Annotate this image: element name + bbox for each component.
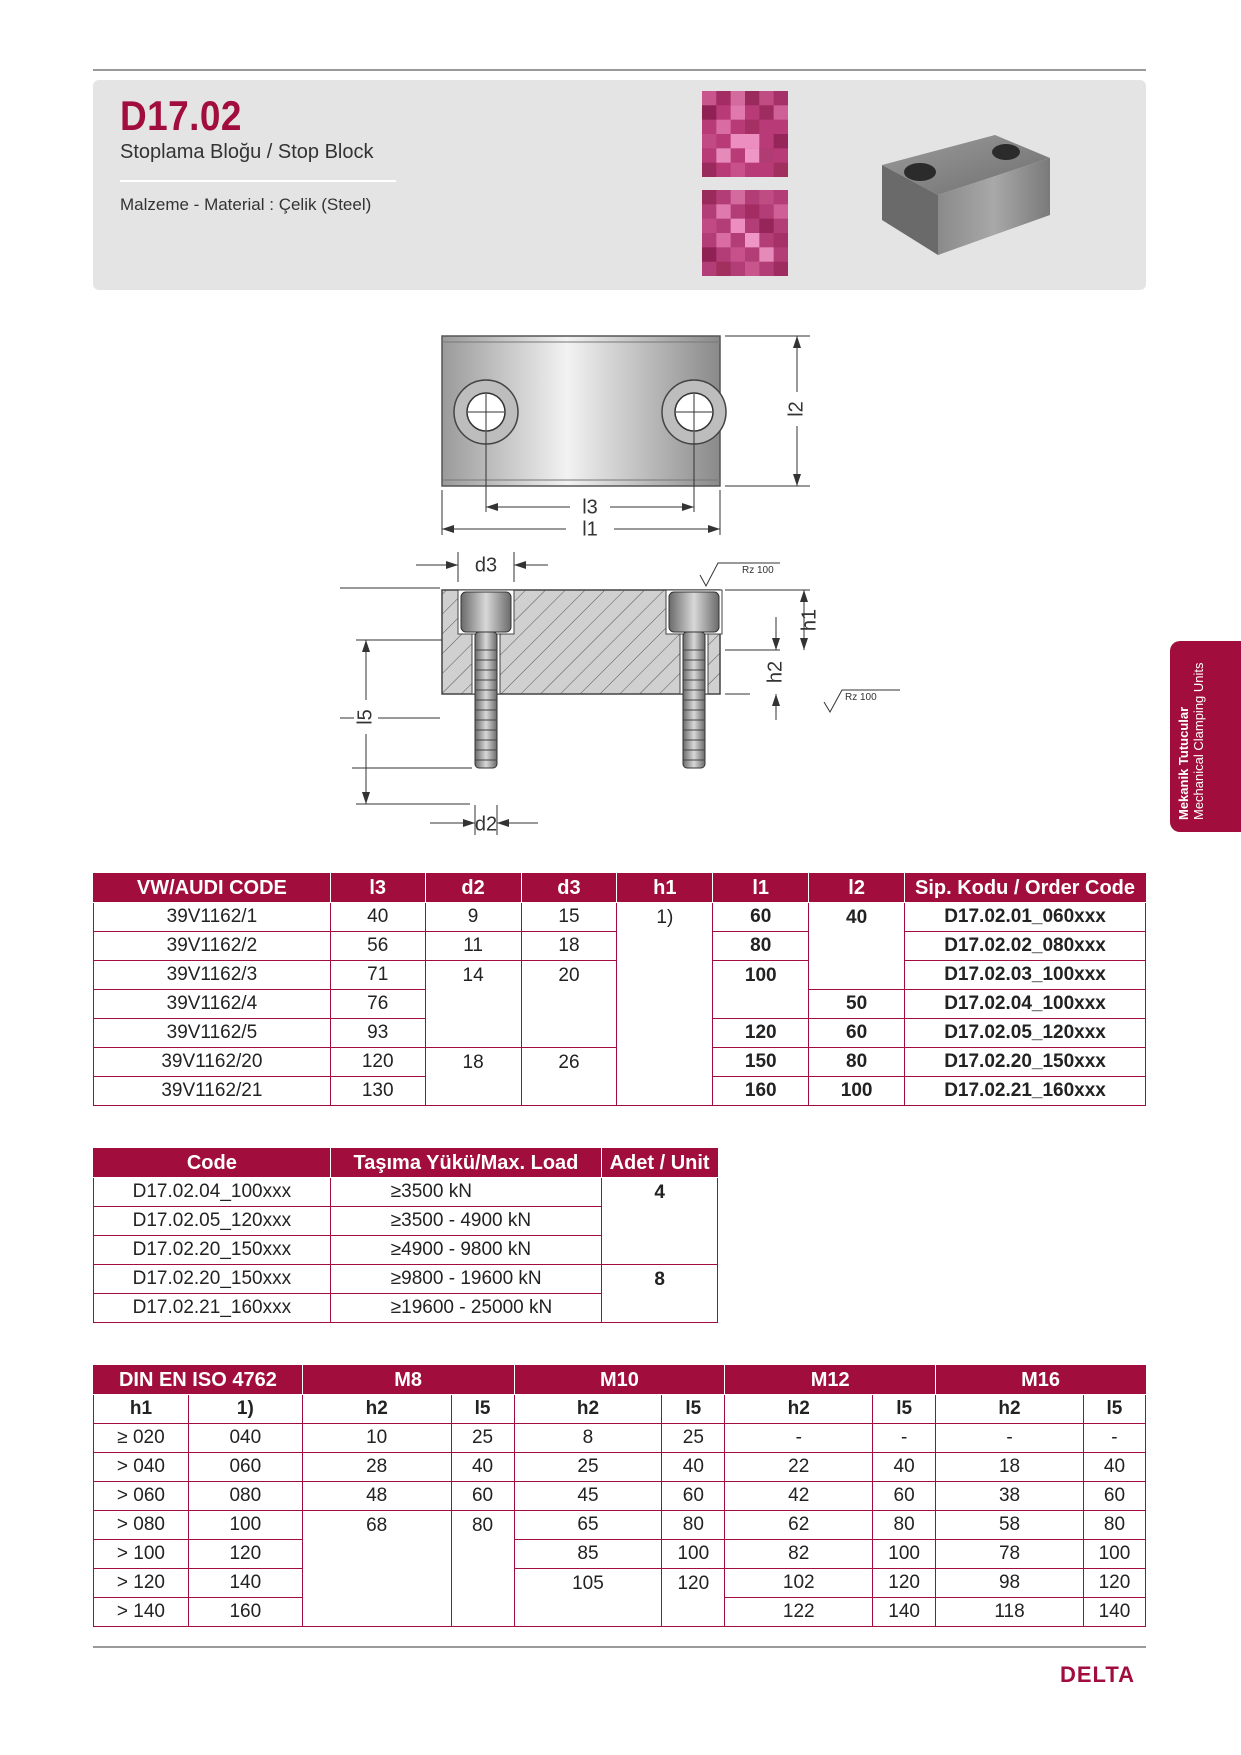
cell: 118 xyxy=(936,1598,1084,1627)
pixelated-image-bottom xyxy=(702,190,788,276)
table-row xyxy=(94,1569,1146,1598)
table-row xyxy=(94,1178,718,1207)
cell: 25 xyxy=(451,1424,514,1453)
cell: 39V1162/4 xyxy=(94,990,331,1019)
cell: > 060 xyxy=(94,1482,189,1511)
l5-extension-lines xyxy=(350,638,480,810)
cell: 45 xyxy=(514,1482,662,1511)
cell: 26 xyxy=(521,1048,617,1106)
cell: 50 xyxy=(809,990,905,1019)
col-m12: M12 xyxy=(725,1366,936,1395)
cell: 39V1162/21 xyxy=(94,1077,331,1106)
cell: 25 xyxy=(514,1453,662,1482)
cell: 1) xyxy=(617,903,713,1106)
col-d2: d2 xyxy=(425,874,521,903)
cell: 100 xyxy=(662,1540,725,1569)
load-table xyxy=(93,1148,718,1323)
cell: 100 xyxy=(873,1540,936,1569)
cell: 98 xyxy=(936,1569,1084,1598)
cell: h2 xyxy=(302,1395,451,1424)
cell: 60 xyxy=(662,1482,725,1511)
dim-label-d3: d3 xyxy=(474,554,498,577)
table-row xyxy=(94,1482,1146,1511)
table-header-row xyxy=(94,1149,718,1178)
cell: 150 xyxy=(713,1048,809,1077)
cell: 100 xyxy=(809,1077,905,1106)
rz-label-side: Rz 100 xyxy=(845,692,877,703)
cell: 68 xyxy=(302,1511,451,1627)
cell: D17.02.20_150xxx xyxy=(94,1236,331,1265)
cell: 80 xyxy=(873,1511,936,1540)
bottom-rule xyxy=(93,1646,1146,1648)
cell: ≥3500 kN xyxy=(330,1178,601,1207)
cell: l5 xyxy=(873,1395,936,1424)
cell: 102 xyxy=(725,1569,873,1598)
cell: 1) xyxy=(188,1395,302,1424)
col-din: DIN EN ISO 4762 xyxy=(94,1366,303,1395)
table-row xyxy=(94,1511,1146,1540)
cell: 40 xyxy=(1083,1453,1145,1482)
cell: l5 xyxy=(1083,1395,1145,1424)
cell: 11 xyxy=(425,932,521,961)
cell: 15 xyxy=(521,903,617,932)
cell: 122 xyxy=(725,1598,873,1627)
cell: 58 xyxy=(936,1511,1084,1540)
screw-table xyxy=(93,1365,1146,1627)
cell: 80 xyxy=(1083,1511,1145,1540)
product-subtitle: Stoplama Bloğu / Stop Block xyxy=(120,141,374,163)
cell: > 040 xyxy=(94,1453,189,1482)
table-header-row xyxy=(94,1366,1146,1395)
cell: 48 xyxy=(302,1482,451,1511)
cell: h1 xyxy=(94,1395,189,1424)
col-code: Code xyxy=(94,1149,331,1178)
cell: 080 xyxy=(188,1482,302,1511)
cell: D17.02.05_120xxx xyxy=(94,1207,331,1236)
dim-label-h2: h2 xyxy=(764,660,787,684)
subtitle-divider xyxy=(120,180,396,182)
cell: 120 xyxy=(873,1569,936,1598)
cell: 160 xyxy=(188,1598,302,1627)
cell: 56 xyxy=(330,932,425,961)
cell: > 120 xyxy=(94,1569,189,1598)
delta-logo: DELTA xyxy=(1060,1662,1136,1687)
cell: 60 xyxy=(809,1019,905,1048)
cell: ≥3500 - 4900 kN xyxy=(330,1207,601,1236)
cell: ≥4900 - 9800 kN xyxy=(330,1236,601,1265)
cell: - xyxy=(873,1424,936,1453)
cell: 25 xyxy=(662,1424,725,1453)
cell: 39V1162/1 xyxy=(94,903,331,932)
cell: D17.02.01_060xxx xyxy=(905,903,1146,932)
cell: 100 xyxy=(188,1511,302,1540)
cell: D17.02.20_150xxx xyxy=(94,1265,331,1294)
cell: 18 xyxy=(521,932,617,961)
cell: 42 xyxy=(725,1482,873,1511)
cell: 120 xyxy=(330,1048,425,1077)
cell: 40 xyxy=(451,1453,514,1482)
cell: 140 xyxy=(873,1598,936,1627)
cell: 4 xyxy=(602,1178,718,1265)
cell: 140 xyxy=(1083,1598,1145,1627)
table-header-row xyxy=(94,874,1146,903)
cell: ≥19600 - 25000 kN xyxy=(330,1294,601,1323)
table-subheader-row xyxy=(94,1395,1146,1424)
cell: 38 xyxy=(936,1482,1084,1511)
cell: 80 xyxy=(809,1048,905,1077)
cell: 39V1162/3 xyxy=(94,961,331,990)
cell: h2 xyxy=(514,1395,662,1424)
cell: 39V1162/5 xyxy=(94,1019,331,1048)
table-row xyxy=(94,1265,718,1294)
table-row xyxy=(94,1424,1146,1453)
cell: D17.02.02_080xxx xyxy=(905,932,1146,961)
cell: 105 xyxy=(514,1569,662,1627)
cell: 130 xyxy=(330,1077,425,1106)
col-h1: h1 xyxy=(617,874,713,903)
cell: 060 xyxy=(188,1453,302,1482)
cell: D17.02.03_100xxx xyxy=(905,961,1146,990)
cell: D17.02.20_150xxx xyxy=(905,1048,1146,1077)
cell: 140 xyxy=(188,1569,302,1598)
cell: 39V1162/2 xyxy=(94,932,331,961)
side-tab-line1: Mekanik Tutucular xyxy=(1176,706,1191,820)
col-m10: M10 xyxy=(514,1366,725,1395)
table-row xyxy=(94,903,1146,932)
cell: 14 xyxy=(425,961,521,1048)
col-unit: Adet / Unit xyxy=(602,1149,718,1178)
cell: ≥ 020 xyxy=(94,1424,189,1453)
cell: 22 xyxy=(725,1453,873,1482)
cell: 120 xyxy=(662,1569,725,1627)
cell: 120 xyxy=(1083,1569,1145,1598)
cell: 40 xyxy=(662,1453,725,1482)
cell: > 140 xyxy=(94,1598,189,1627)
cell: 39V1162/20 xyxy=(94,1048,331,1077)
cell: 10 xyxy=(302,1424,451,1453)
cell: 100 xyxy=(713,961,809,1019)
col-d3: d3 xyxy=(521,874,617,903)
cell: 160 xyxy=(713,1077,809,1106)
cell: 85 xyxy=(514,1540,662,1569)
cell: D17.02.05_120xxx xyxy=(905,1019,1146,1048)
cell: l5 xyxy=(662,1395,725,1424)
side-tab-line2: Mechanical Clamping Units xyxy=(1191,662,1206,820)
cell: l5 xyxy=(451,1395,514,1424)
pixelated-image-top xyxy=(702,91,788,177)
cell: 80 xyxy=(662,1511,725,1540)
col-max-load: Taşıma Yükü/Max. Load xyxy=(330,1149,601,1178)
cell: 8 xyxy=(602,1265,718,1323)
cell: 18 xyxy=(936,1453,1084,1482)
cell: D17.02.04_100xxx xyxy=(94,1178,331,1207)
dim-label-l2: l2 xyxy=(785,401,808,417)
dimensions-table xyxy=(93,873,1146,1106)
cell: - xyxy=(1083,1424,1145,1453)
cell: 20 xyxy=(521,961,617,1048)
cell: 60 xyxy=(713,903,809,932)
cell: 62 xyxy=(725,1511,873,1540)
cell: h2 xyxy=(725,1395,873,1424)
col-l2: l2 xyxy=(809,874,905,903)
cell: 60 xyxy=(1083,1482,1145,1511)
cell: 040 xyxy=(188,1424,302,1453)
product-code: D17.02 xyxy=(120,92,242,139)
dim-label-l5: l5 xyxy=(354,709,377,725)
col-m16: M16 xyxy=(936,1366,1146,1395)
cell: 120 xyxy=(188,1540,302,1569)
cell: D17.02.04_100xxx xyxy=(905,990,1146,1019)
material-line: Malzeme - Material : Çelik (Steel) xyxy=(120,195,372,214)
cell: 18 xyxy=(425,1048,521,1106)
top-rule xyxy=(93,69,1146,71)
cell: 28 xyxy=(302,1453,451,1482)
cell: 71 xyxy=(330,961,425,990)
cell: 82 xyxy=(725,1540,873,1569)
cell: - xyxy=(936,1424,1084,1453)
cell: 80 xyxy=(713,932,809,961)
dim-label-h1: h1 xyxy=(798,608,821,632)
cell: 80 xyxy=(451,1511,514,1627)
cell: 60 xyxy=(873,1482,936,1511)
cell: h2 xyxy=(936,1395,1084,1424)
cell: 76 xyxy=(330,990,425,1019)
dim-label-d2: d2 xyxy=(474,813,498,836)
table-row xyxy=(94,1453,1146,1482)
cell: 40 xyxy=(809,903,905,990)
side-category-text xyxy=(1176,640,1206,820)
cell: - xyxy=(725,1424,873,1453)
cell: 8 xyxy=(514,1424,662,1453)
cell: 93 xyxy=(330,1019,425,1048)
cell: ≥9800 - 19600 kN xyxy=(330,1265,601,1294)
cell: D17.02.21_160xxx xyxy=(94,1294,331,1323)
d2-dimension xyxy=(430,805,540,841)
cell: 100 xyxy=(1083,1540,1145,1569)
cell: 78 xyxy=(936,1540,1084,1569)
dim-label-l1: l1 xyxy=(582,518,598,541)
cell: > 100 xyxy=(94,1540,189,1569)
cell: D17.02.21_160xxx xyxy=(905,1077,1146,1106)
cell: 9 xyxy=(425,903,521,932)
cell: 40 xyxy=(873,1453,936,1482)
dim-label-l3: l3 xyxy=(582,496,598,519)
stop-block-photo xyxy=(880,120,1055,265)
cell: 60 xyxy=(451,1482,514,1511)
col-m8: M8 xyxy=(302,1366,514,1395)
col-l3: l3 xyxy=(330,874,425,903)
col-vw-code: VW/AUDI CODE xyxy=(94,874,331,903)
rz-label-top: Rz 100 xyxy=(742,565,774,576)
cell: 40 xyxy=(330,903,425,932)
col-l1: l1 xyxy=(713,874,809,903)
table-row xyxy=(94,1540,1146,1569)
col-order-code: Sip. Kodu / Order Code xyxy=(905,874,1146,903)
cell: > 080 xyxy=(94,1511,189,1540)
cell: 120 xyxy=(713,1019,809,1048)
cell: 65 xyxy=(514,1511,662,1540)
